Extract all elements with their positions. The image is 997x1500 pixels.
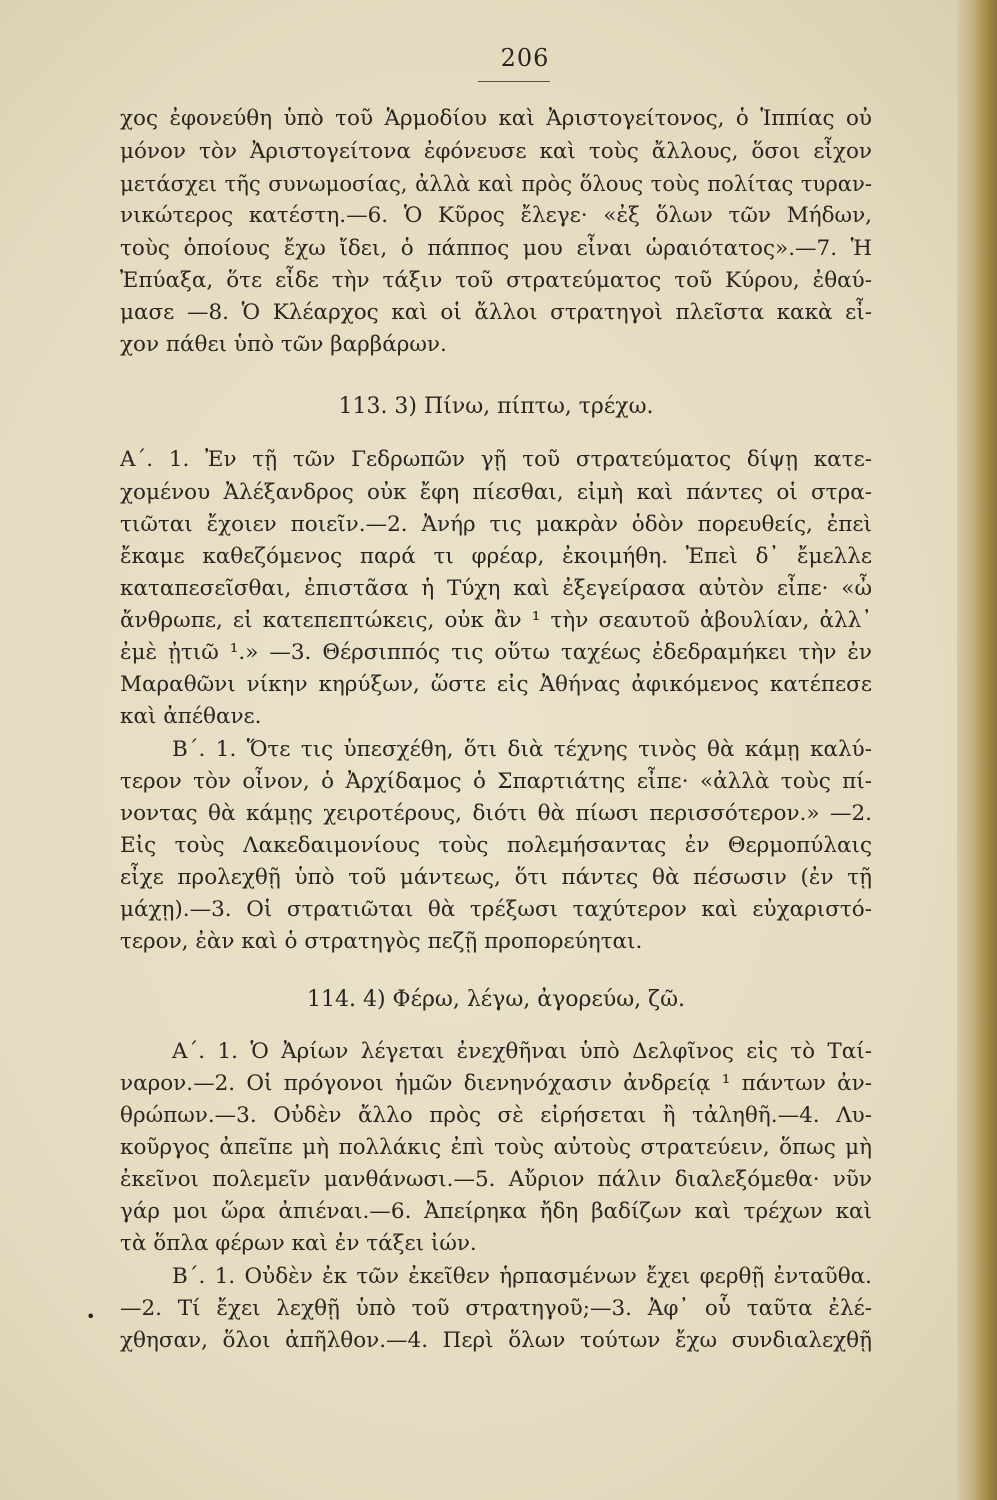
section-heading-114: 114. 4) Φέρω, λέγω, ἀγορεύω, ζῶ. <box>307 987 685 1012</box>
text-line: τερον τὸν οἶνον, ὁ Ἀρχίδαμος ὁ Σπαρτιάτης εἶπε· «ἀλλὰ τοὺς πί- <box>120 769 872 794</box>
text-line: ἔκαμε καθεζόμενος παρά τι φρέαρ, ἐκοιμήθη. Ἐπεὶ δ᾽ ἔμελλε <box>120 544 872 569</box>
text-line: τοὺς ὁποίους ἔχω ἴδει, ὁ πάππος μου εἶναι ὡραιότατος».—7. Ἡ <box>120 236 872 261</box>
text-line: χθησαν, ὅλοι ἀπῆλθον.—4. Περὶ ὅλων τούτων ἔχω συνδιαλεχθῇ <box>120 1328 872 1353</box>
text-line: τὰ ὅπλα φέρων καὶ ἐν τάξει ἰών. <box>120 1231 477 1256</box>
text-line: μάχῃ).—3. Οἱ στρατιῶται θὰ τρέξωσι ταχύτερον καὶ εὐχαριστό- <box>120 897 872 922</box>
text-line: —2. Τί ἔχει λεχθῇ ὑπὸ τοῦ στρατηγοῦ;—3. Ἀφ᾽ οὗ ταῦτα ἐλέ- <box>120 1296 872 1321</box>
text-line: γάρ μοι ὥρα ἀπιέναι.—6. Ἀπείρηκα ἤδη βαδίζων καὶ τρέχων καὶ <box>120 1199 872 1224</box>
text-line: εἶχε προλεχθῇ ὑπὸ τοῦ μάντεως, ὅτι πάντες θὰ πέσωσιν (ἐν τῇ <box>120 865 872 890</box>
text-line: μόνον τὸν Ἀριστογείτονα ἐφόνευσε καὶ τοὺς ἄλλους, ὅσοι εἶχον <box>120 139 872 164</box>
text-line: χος ἐφονεύθη ὑπὸ τοῦ Ἁρμοδίου καὶ Ἀριστογείτονος, ὁ Ἱππίας οὐ <box>120 106 872 131</box>
text-line: θρώπων.—3. Οὐδὲν ἄλλο πρὸς σὲ εἰρήσεται ἢ τἀληθῆ.—4. Λυ- <box>120 1103 872 1128</box>
text-line: καὶ ἀπέθανε. <box>120 704 262 729</box>
margin-mark-icon: • <box>86 1307 96 1326</box>
header-rule <box>478 81 550 82</box>
text-line: Β΄. 1. Οὐδὲν ἐκ τῶν ἐκεῖθεν ἡρπασμένων ἔχει φερθῇ ἐνταῦθα. <box>172 1264 872 1289</box>
text-line: ἐκεῖνοι πολεμεῖν μανθάνωσι.—5. Αὔριον πάλιν διαλεξόμεθα· νῦν <box>120 1167 872 1192</box>
text-line: τερον, ἐὰν καὶ ὁ στρατηγὸς πεζῇ προπορεύηται. <box>120 929 643 954</box>
text-line: κοῦργος ἀπεῖπε μὴ πολλάκις ἐπὶ τοὺς αὐτοὺς στρατεύειν, ὅπως μὴ <box>120 1135 872 1160</box>
text-line: Α΄. 1. Ἐν τῇ τῶν Γεδρωπῶν γῇ τοῦ στρατεύματος δίψῃ κατε- <box>120 447 872 472</box>
text-line: Εἰς τοὺς Λακεδαιμονίους τοὺς πολεμήσαντας ἐν Θερμοπύλαις <box>120 833 872 858</box>
text-line: ναρον.—2. Οἱ πρόγονοι ἡμῶν διενηνόχασιν ἀνδρείᾳ ¹ πάντων ἀν- <box>120 1071 872 1096</box>
section-heading-113: 113. 3) Πίνω, πίπτω, τρέχω. <box>338 394 654 419</box>
text-line: μετάσχει τῆς συνωμοσίας, ἀλλὰ καὶ πρὸς ὅλους τοὺς πολίτας τυραν- <box>120 171 872 196</box>
text-line: νικώτερος κατέστη.—6. Ὁ Κῦρος ἔλεγε· «ἐξ ὅλων τῶν Μήδων, <box>120 203 872 228</box>
text-line: τιῶται ἔχοιεν ποιεῖν.—2. Ἀνήρ τις μακρὰν ὁδὸν πορευθείς, ἐπεὶ <box>120 512 872 537</box>
text-line: χον πάθει ὑπὸ τῶν βαρβάρων. <box>120 332 447 357</box>
text-line: Ἐπύαξα, ὅτε εἶδε τὴν τάξιν τοῦ στρατεύματος τοῦ Κύρου, ἐθαύ- <box>120 268 872 293</box>
book-spine <box>957 0 997 1500</box>
text-line: Μαραθῶνι νίκην κηρύξων, ὥστε εἰς Ἀθήνας ἀφικόμενος κατέπεσε <box>120 672 872 697</box>
page-number: 206 <box>500 44 550 72</box>
text-line: χομένου Ἀλέξανδρος οὐκ ἔφη πίεσθαι, εἰμὴ καὶ πάντες οἱ στρα- <box>120 480 872 505</box>
text-line: ἐμὲ ᾐτιῶ ¹.» —3. Θέρσιππός τις οὕτω ταχέως ἐδεδραμήκει τὴν ἐν <box>120 640 872 665</box>
text-line: καταπεσεῖσθαι, ἐπιστᾶσα ἡ Τύχη καὶ ἐξεγείρασα αὐτὸν εἶπε· «ὦ <box>120 576 872 601</box>
text-line: Β΄. 1. Ὅτε τις ὑπεσχέθη, ὅτι διὰ τέχνης τινὸς θὰ κάμῃ καλύ- <box>172 737 872 762</box>
text-line: μασε —8. Ὁ Κλέαρχος καὶ οἱ ἄλλοι στρατηγοὶ πλεῖστα κακὰ εἶ- <box>120 300 872 325</box>
text-line: νοντας θὰ κάμῃς χειροτέρους, διότι θὰ πίωσι περισσότερον.» —2. <box>120 801 872 826</box>
text-line: ἄνθρωπε, εἰ κατεπεπτώκεις, οὐκ ἂν ¹ τὴν σεαυτοῦ ἀβουλίαν, ἀλλ᾽ <box>120 608 872 633</box>
text-line: Α΄. 1. Ὁ Ἀρίων λέγεται ἐνεχθῆναι ὑπὸ Δελφῖνος εἰς τὸ Ταί- <box>172 1039 872 1064</box>
